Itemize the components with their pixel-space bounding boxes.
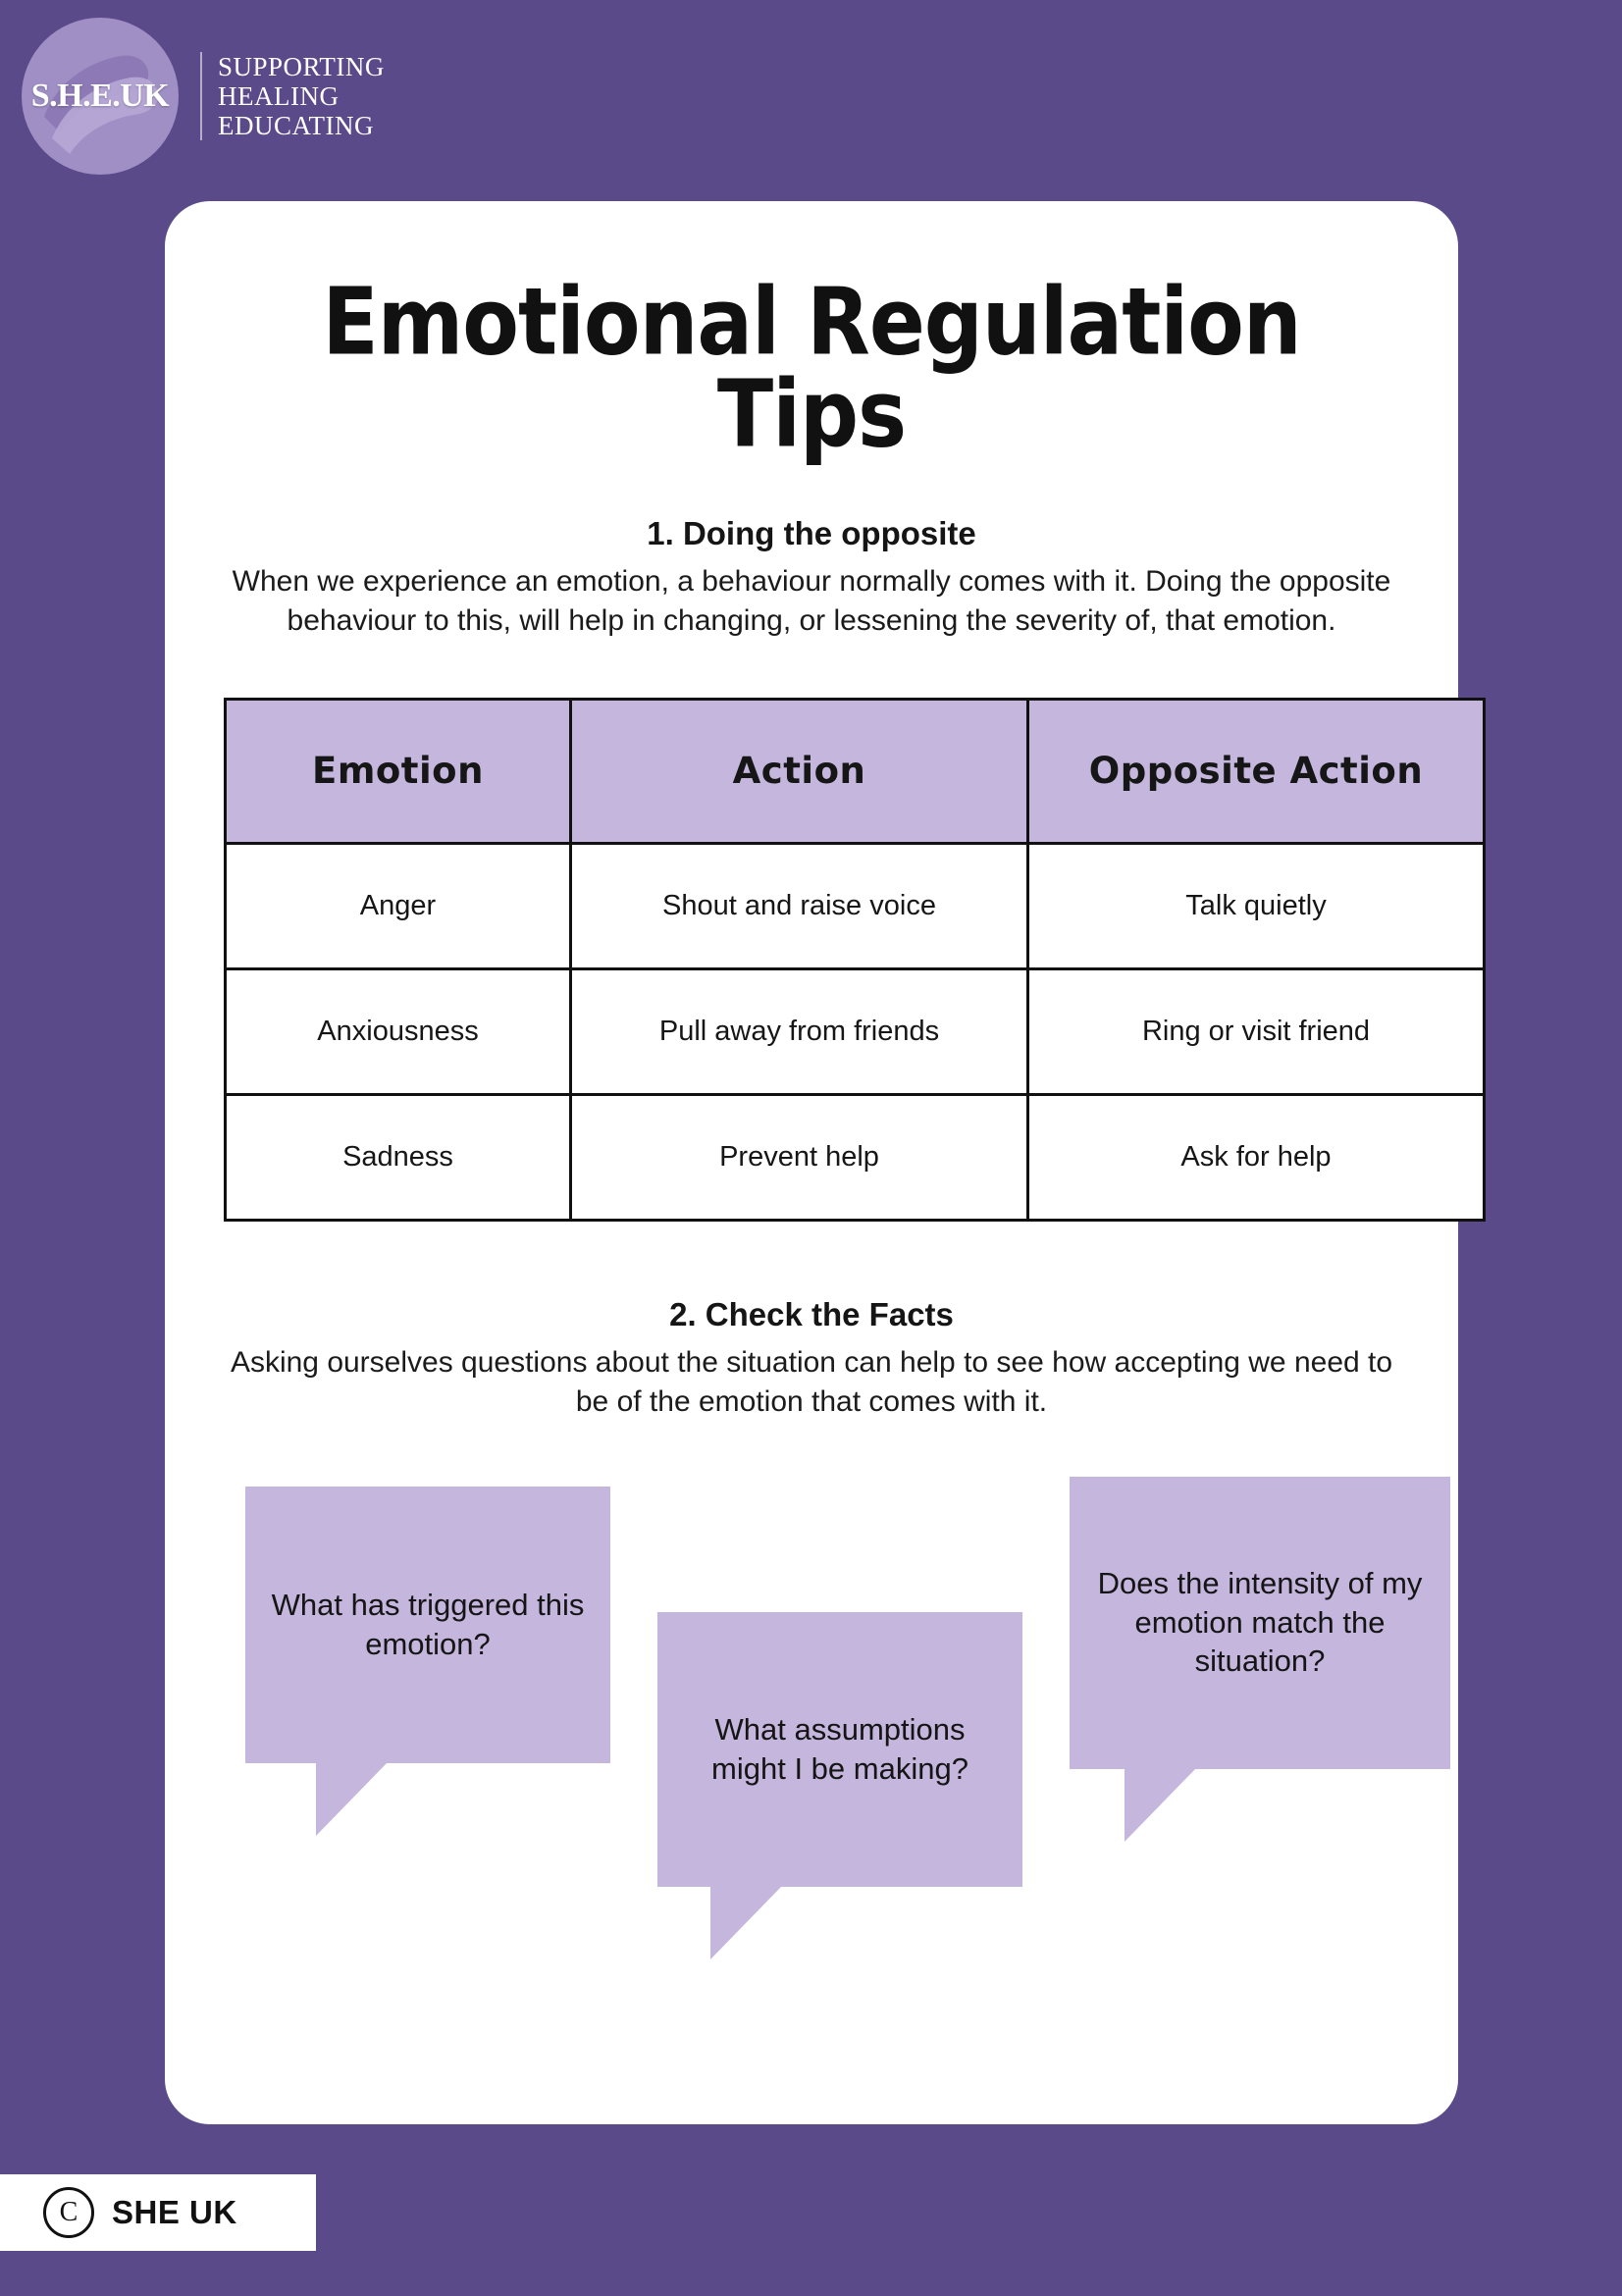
- table-cell-action: Shout and raise voice: [571, 843, 1028, 968]
- section-1-body: When we experience an emotion, a behaviour normally comes with it. Doing the opposite behaviour to this, will help in changing, or lessening the severity of, that emotion.: [232, 565, 1391, 637]
- speech-bubble-text: What has triggered this emotion?: [271, 1587, 585, 1661]
- table-row: [226, 968, 1485, 1094]
- footer-label: SHE UK: [112, 2194, 237, 2230]
- table-cell-action: Prevent help: [571, 1094, 1028, 1220]
- table-cell-opposite-action: Ask for help: [1028, 1094, 1485, 1220]
- table-cell-opposite-action: Ring or visit friend: [1028, 968, 1485, 1094]
- emotion-action-table: [224, 698, 1486, 1222]
- table-cell-action: Pull away from friends: [571, 968, 1028, 1094]
- table-row: [226, 843, 1485, 968]
- content-card: [165, 201, 1458, 2124]
- speech-bubble-assumptions: [657, 1612, 1022, 1887]
- table-cell-emotion: Anxiousness: [226, 968, 571, 1094]
- table-header-row: [226, 699, 1485, 843]
- section-doing-the-opposite: [224, 515, 1399, 641]
- section-1-heading: 1. Doing the opposite: [647, 515, 976, 551]
- section-2-body: Asking ourselves questions about the situation can help to see how accepting we need to be of the emotion that comes with it.: [230, 1345, 1393, 1418]
- brand-logo-text: S.H.E.UK: [30, 78, 170, 114]
- brand-tagline: [200, 52, 385, 141]
- speech-bubble-tail-icon: [710, 1887, 781, 1959]
- speech-bubble-trigger: [245, 1487, 610, 1763]
- speech-bubble-tail-icon: [316, 1763, 387, 1836]
- brand-tagline-line-3: EDUCATING: [218, 111, 374, 141]
- table-header-action: Action: [571, 699, 1028, 843]
- table-header-emotion: Emotion: [226, 699, 571, 843]
- section-check-the-facts: [224, 1296, 1399, 1422]
- brand-tagline-line-1: SUPPORTING: [218, 51, 385, 81]
- speech-bubble-text: What assumptions might I be making?: [711, 1711, 968, 1786]
- brand-header: [22, 18, 385, 175]
- table-header-opposite-action: Opposite Action: [1028, 699, 1485, 843]
- section-2-heading: 2. Check the Facts: [669, 1295, 954, 1332]
- table-cell-emotion: Anger: [226, 843, 571, 968]
- brand-logo: [22, 18, 179, 175]
- brand-tagline-line-2: HEALING: [218, 80, 340, 111]
- footer-credit: [0, 2174, 316, 2251]
- question-bubbles: [224, 1477, 1423, 1977]
- speech-bubble-intensity: [1070, 1477, 1450, 1769]
- speech-bubble-text: Does the intensity of my emotion match the situation?: [1097, 1566, 1423, 1679]
- table-cell-opposite-action: Talk quietly: [1028, 843, 1485, 968]
- copyright-icon: C: [43, 2187, 94, 2238]
- table-cell-emotion: Sadness: [226, 1094, 571, 1220]
- speech-bubble-tail-icon: [1125, 1769, 1195, 1842]
- table-row: [226, 1094, 1485, 1220]
- page-title: Emotional Regulation Tips: [322, 268, 1301, 468]
